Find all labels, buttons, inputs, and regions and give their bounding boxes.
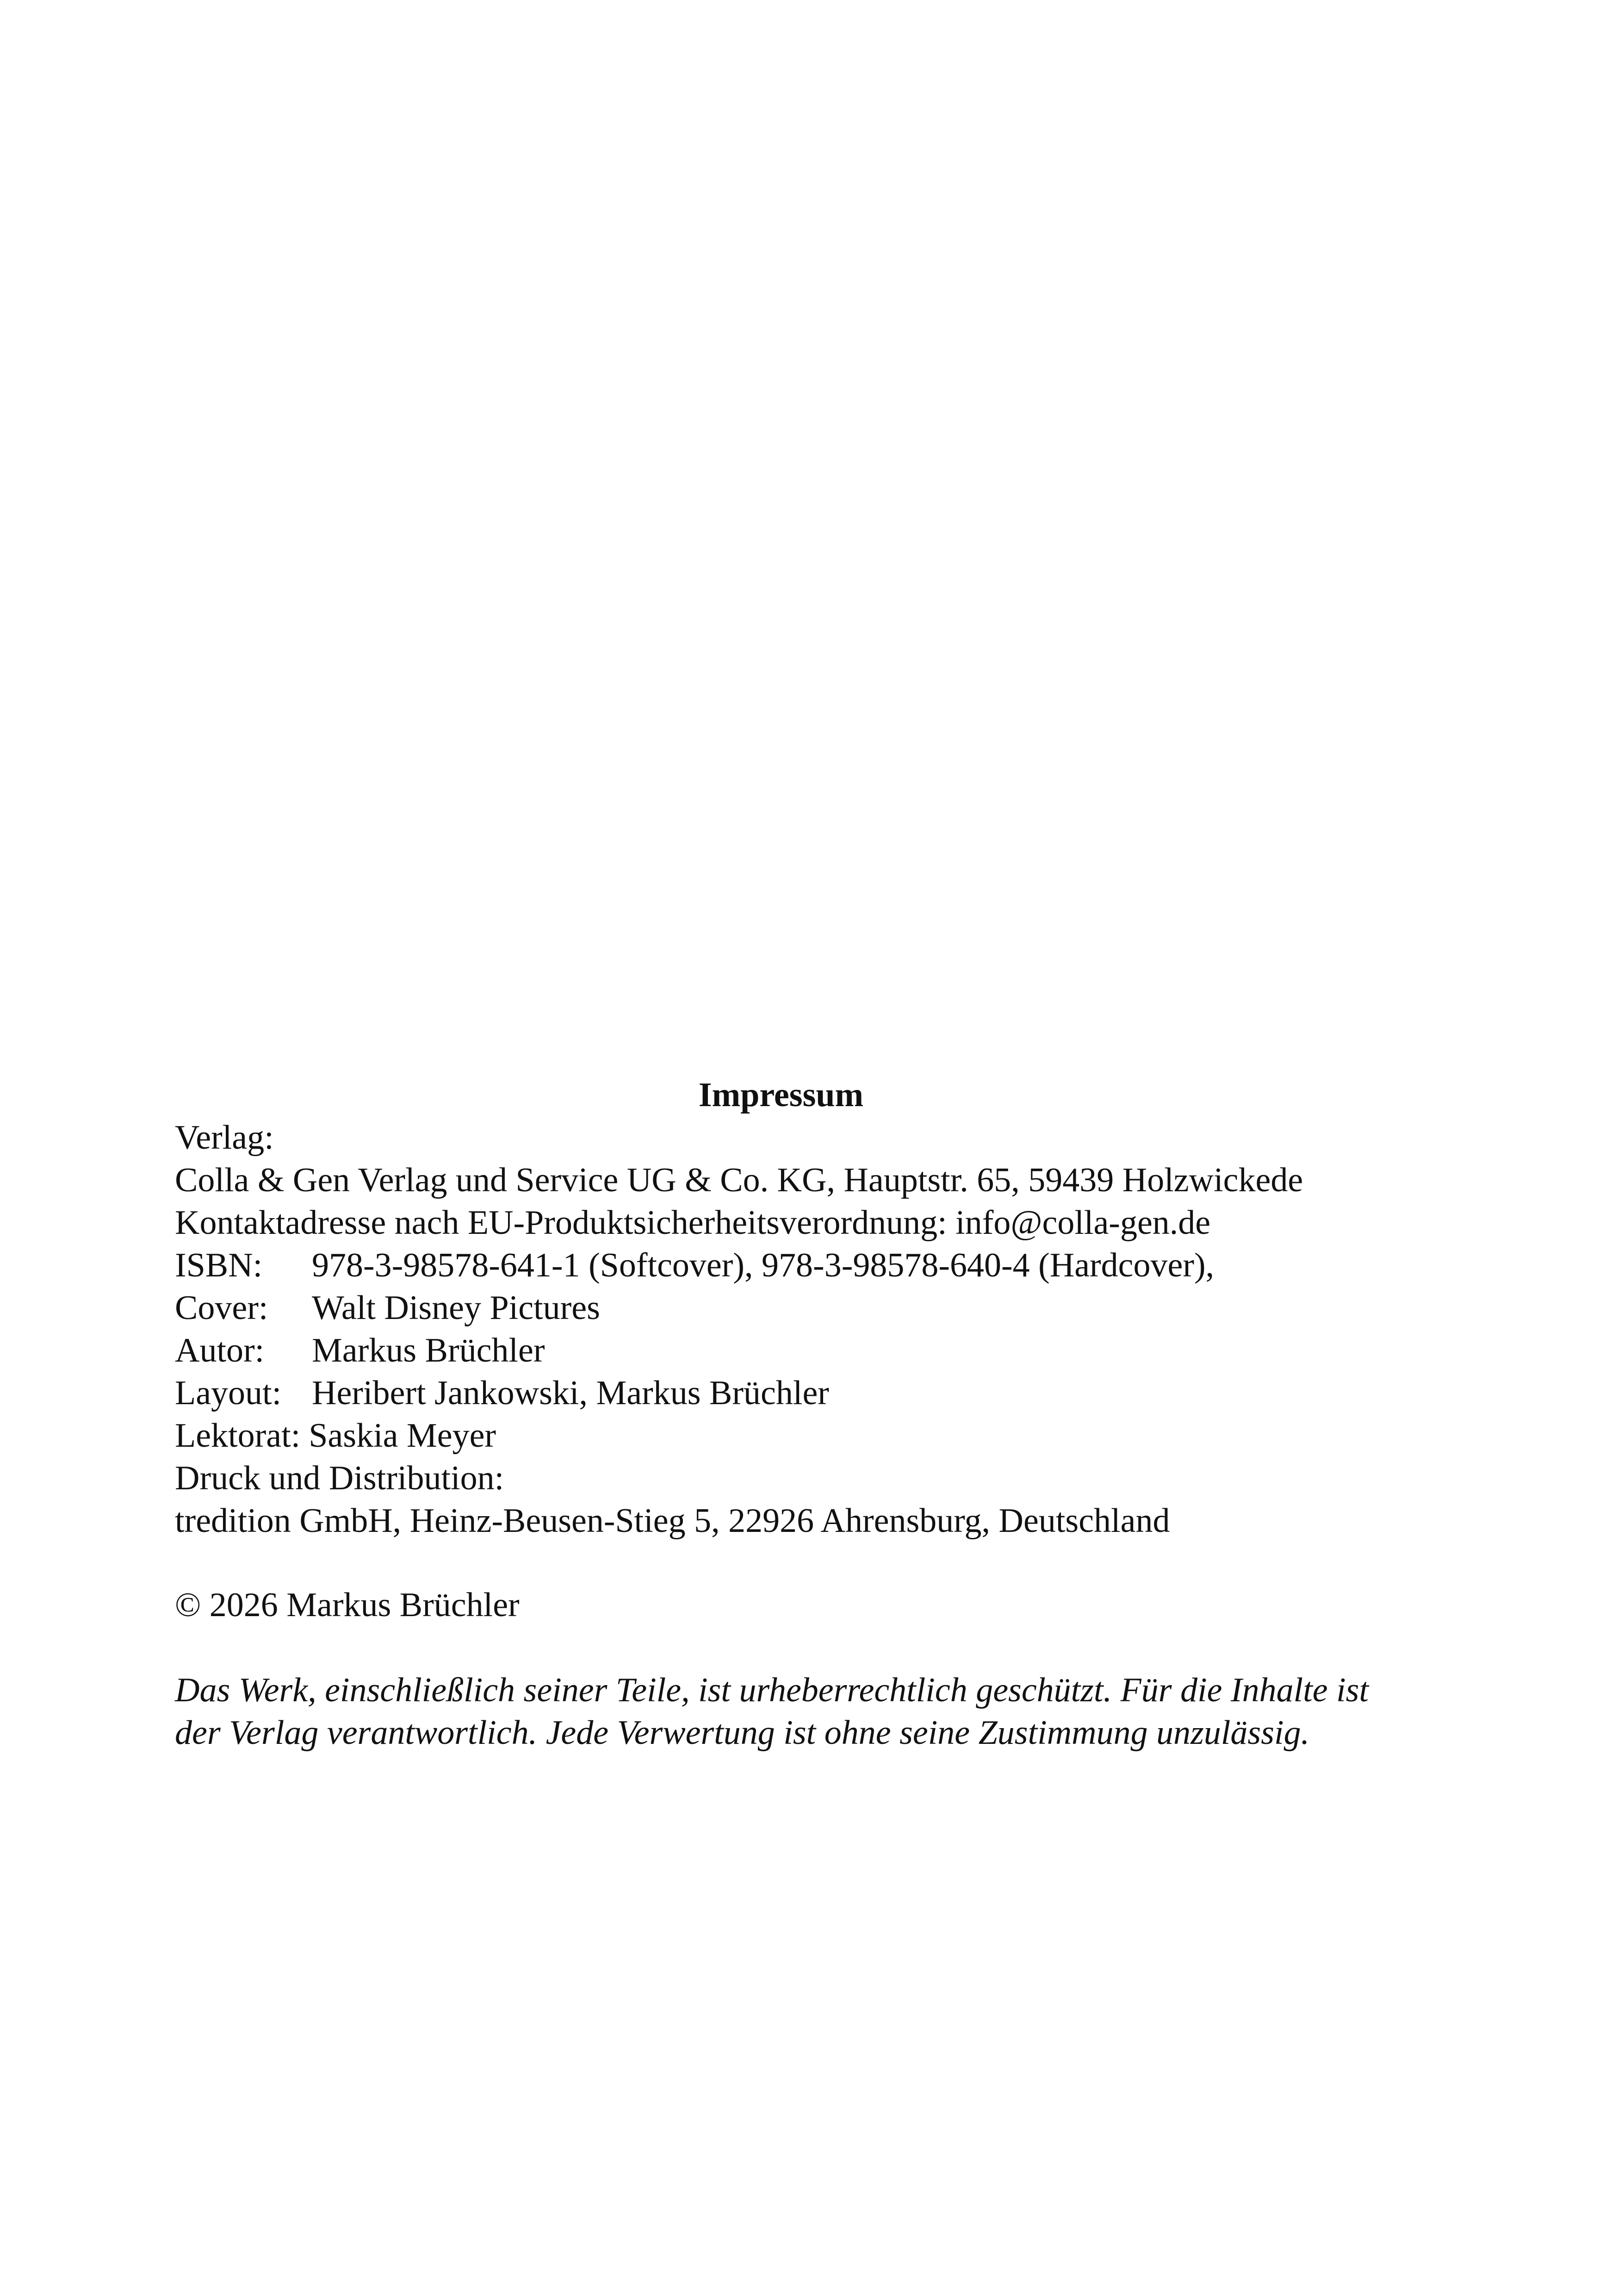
field-label: ISBN: [175, 1246, 263, 1284]
field-value: Saskia Meyer [309, 1417, 496, 1455]
page-title: Impressum [698, 1076, 864, 1114]
distribution-address: tredition GmbH, Heinz-Beusen-Stieg 5, 22926 Ahrensburg, Deutschland [175, 1502, 1170, 1540]
field-label: Layout: [175, 1374, 282, 1412]
field-layout [175, 1372, 1443, 1414]
contact-line: Kontaktadresse nach EU-Produktsicherheitsverordnung: info@colla-gen.de [175, 1204, 1211, 1242]
field-value: Markus Brüchler [312, 1332, 545, 1369]
legal-line: der Verlag verantwortlich. Jede Verwertung ist ohne seine Zustimmung unzulässig. [175, 1714, 1310, 1752]
field-value: Heribert Jankowski, Markus Brüchler [312, 1374, 829, 1412]
publisher-address: Colla & Gen Verlag und Service UG & Co. KG, Hauptstr. 65, 59439 Holzwickede [175, 1161, 1303, 1199]
field-label: Cover: [175, 1289, 268, 1327]
field-editor [175, 1414, 1443, 1457]
copyright-notice: © 2026 Markus Brüchler [175, 1586, 520, 1624]
field-label: Autor: [175, 1332, 265, 1369]
field-value: Walt Disney Pictures [312, 1289, 600, 1327]
legal-line: Das Werk, einschließlich seiner Teile, ist urheberrechtlich geschützt. Für die Inhalte ist [175, 1671, 1369, 1709]
field-cover [175, 1287, 1443, 1329]
field-isbn [175, 1244, 1443, 1287]
legal-notice [175, 1669, 1443, 1754]
field-author [175, 1329, 1443, 1372]
imprint-details [175, 1116, 1443, 1542]
field-label: Lektorat: [175, 1417, 301, 1455]
publisher-label: Verlag: [175, 1119, 274, 1157]
distribution-label: Druck und Distribution: [175, 1459, 504, 1497]
field-value: 978-3-98578-641-1 (Softcover), 978-3-98578-640-4 (Hardcover), [312, 1246, 1215, 1284]
